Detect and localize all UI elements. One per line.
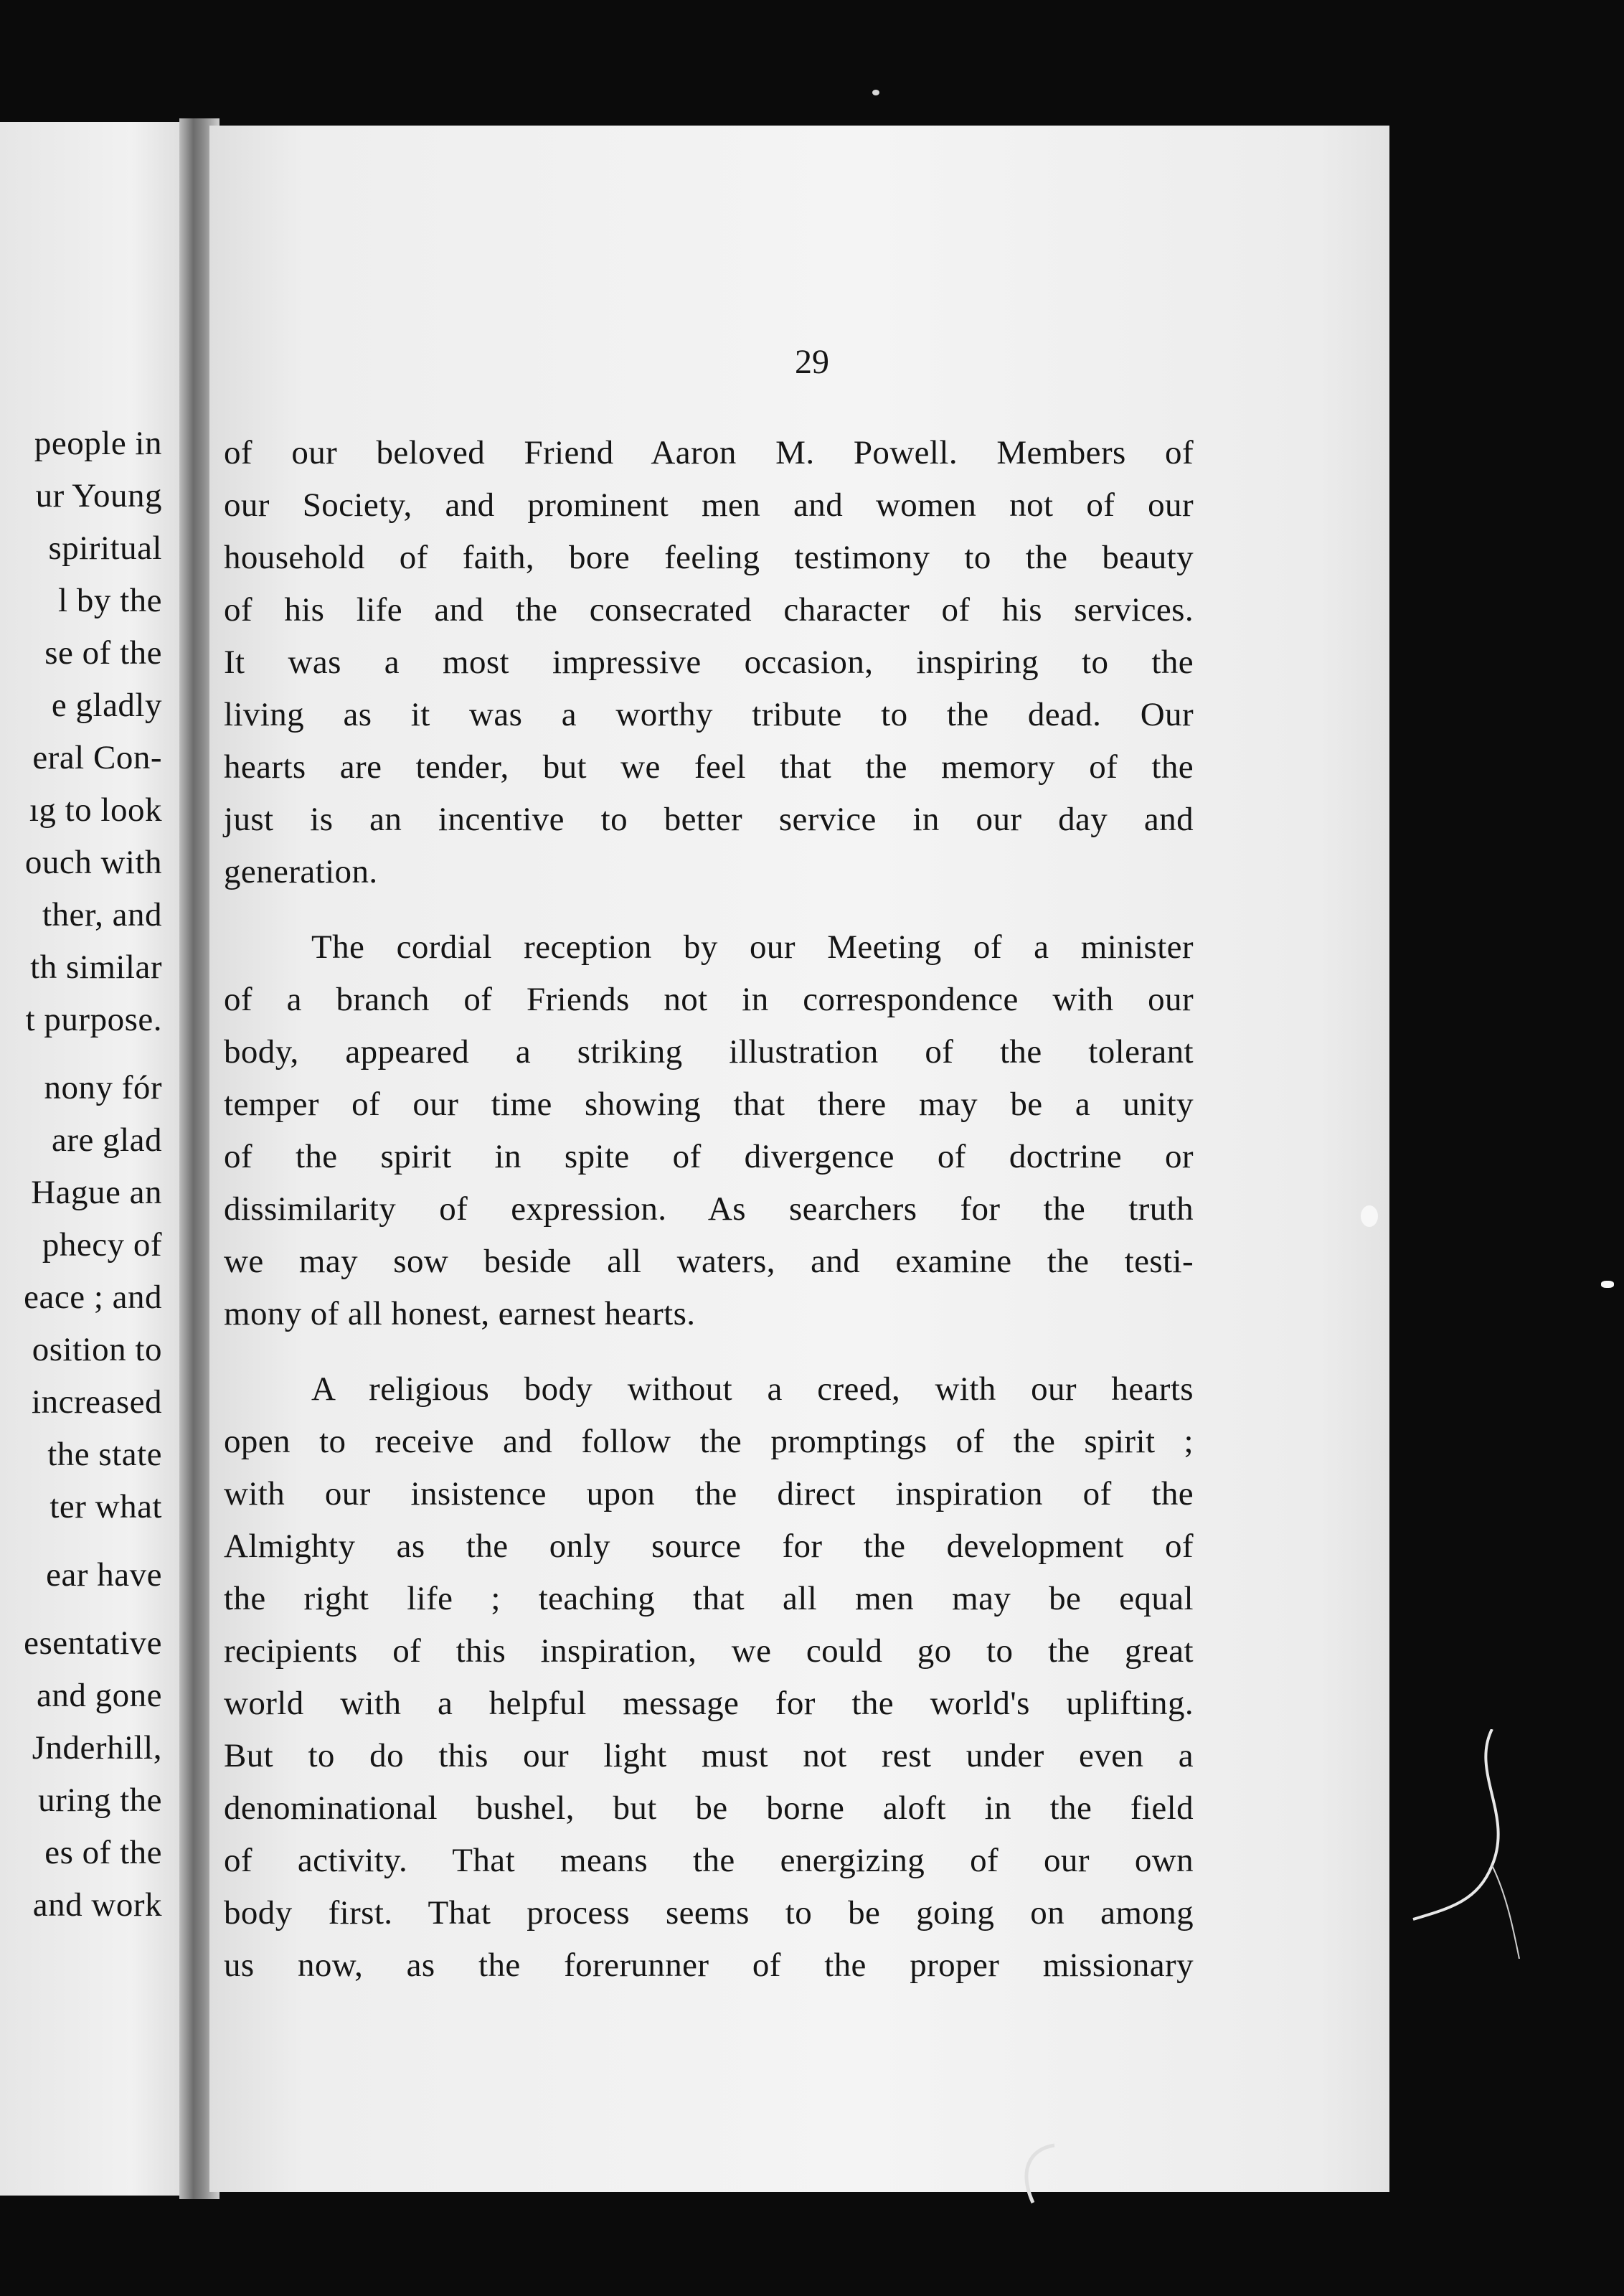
text-line: body, appeared a striking illustration of the tolerant xyxy=(224,1033,1194,1071)
facing-page-text xyxy=(0,418,162,1932)
text-line: of his life and the consecrated character of his services. xyxy=(224,591,1194,629)
facing-page-line: ur Young xyxy=(35,477,162,514)
page-number: 29 xyxy=(795,343,829,381)
text-line: of the spirit in spite of divergence of doctrine or xyxy=(224,1138,1194,1175)
text-line: But to do this our light must not rest under even a xyxy=(224,1737,1194,1774)
facing-page-line: es of the xyxy=(44,1834,162,1871)
text-line: generation. xyxy=(224,853,378,890)
facing-page-line: the state xyxy=(47,1436,162,1473)
facing-page-line: t purpose. xyxy=(25,1001,162,1038)
facing-page-line: e gladly xyxy=(51,687,162,724)
text-line: open to receive and follow the promptings of the spirit ; xyxy=(224,1423,1194,1460)
facing-page-line: and work xyxy=(32,1886,162,1924)
text-line: The cordial reception by our Meeting of a minister xyxy=(311,928,1194,966)
facing-page-line: increased xyxy=(32,1383,162,1421)
text-line: A religious body without a creed, with our hearts xyxy=(311,1370,1194,1408)
facing-page-line: Hague an xyxy=(31,1174,162,1211)
page xyxy=(209,126,1389,2192)
curl-mark xyxy=(1015,2142,1065,2206)
text-line: world with a helpful message for the world's uplifting. xyxy=(224,1685,1194,1722)
text-line: we may sow beside all waters, and examine the testi- xyxy=(224,1243,1194,1280)
text-line: of activity. That means the energizing of our own xyxy=(224,1842,1194,1879)
facing-page-line: ther, and xyxy=(42,896,162,933)
text-line: body first. That process seems to be going on among xyxy=(224,1894,1194,1932)
facing-page-line: ouch with xyxy=(24,844,162,881)
text-line: denominational bushel, but be borne aloft in the field xyxy=(224,1789,1194,1827)
paragraph xyxy=(224,427,1194,898)
facing-page-line: and gone xyxy=(37,1677,162,1714)
facing-page-line: eace ; and xyxy=(24,1279,162,1316)
facing-page-line: osition to xyxy=(32,1331,162,1368)
text-line: of our beloved Friend Aaron M. Powell. Members of xyxy=(224,434,1194,471)
text-line: household of faith, bore feeling testimony to the beauty xyxy=(224,539,1194,576)
text-line: hearts are tender, but we feel that the memory of the xyxy=(224,748,1194,786)
facing-page-line: ıg to look xyxy=(29,791,162,829)
text-line: mony of all honest, earnest hearts. xyxy=(224,1295,696,1332)
dust-speck xyxy=(1601,1281,1614,1288)
text-line: living as it was a worthy tribute to the dead. Our xyxy=(224,696,1194,733)
facing-page-line: eral Con- xyxy=(32,739,162,776)
facing-page-line: nony fór xyxy=(44,1069,162,1106)
stray-fibre-mark xyxy=(1406,1729,1521,1959)
text-line: the right life ; teaching that all men may be equal xyxy=(224,1580,1194,1617)
text-line: It was a most impressive occasion, inspiring to the xyxy=(224,644,1194,681)
facing-page-line: people in xyxy=(34,425,162,462)
facing-page-line: se of the xyxy=(44,634,162,672)
facing-page-line: uring the xyxy=(38,1782,162,1819)
dust-speck xyxy=(1361,1205,1378,1227)
paragraph xyxy=(224,921,1194,1340)
text-line: just is an incentive to better service in our day and xyxy=(224,801,1194,838)
facing-page-line: ter what xyxy=(49,1488,162,1525)
facing-page-line: th similar xyxy=(30,949,162,986)
facing-page-line: spiritual xyxy=(48,530,162,567)
text-line: our Society, and prominent men and women not of our xyxy=(224,486,1194,524)
facing-page-fragment xyxy=(0,122,188,2196)
text-line: recipients of this inspiration, we could go to the great xyxy=(224,1632,1194,1670)
text-line: of a branch of Friends not in correspondence with our xyxy=(224,981,1194,1018)
text-line: Almighty as the only source for the development of xyxy=(224,1528,1194,1565)
facing-page-line: Jnderhill, xyxy=(32,1729,162,1766)
facing-page-line: are glad xyxy=(51,1121,162,1159)
text-line: us now, as the forerunner of the proper missionary xyxy=(224,1947,1194,1984)
text-line: temper of our time showing that there may be a unity xyxy=(224,1086,1194,1123)
facing-page-line: ear have xyxy=(46,1556,162,1594)
text-line: with our insistence upon the direct inspiration of the xyxy=(224,1475,1194,1512)
facing-page-line: phecy of xyxy=(42,1226,162,1264)
page-body xyxy=(224,427,1194,1992)
facing-page-line: l by the xyxy=(58,582,162,619)
paragraph xyxy=(224,1363,1194,1992)
text-line: dissimilarity of expression. As searchers for the truth xyxy=(224,1190,1194,1228)
facing-page-line: esentative xyxy=(24,1624,162,1662)
dust-speck xyxy=(872,90,879,95)
